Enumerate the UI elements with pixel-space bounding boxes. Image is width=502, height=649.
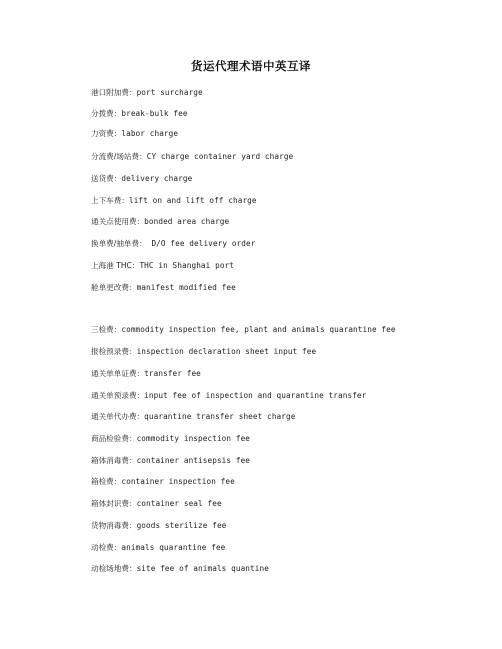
term-zh: 动检费： <box>91 543 122 552</box>
term-zh: 分流费/场站费： <box>91 152 147 161</box>
term-en: THC in Shanghai port <box>139 261 235 270</box>
term-en: site fee of animals quantine <box>136 564 269 573</box>
term-zh: 舱单更改费： <box>91 283 137 292</box>
term-zh: 送货费： <box>91 174 122 183</box>
term-line <box>91 282 236 293</box>
term-line <box>91 542 225 553</box>
term-zh: 箱体消毒费： <box>91 456 137 465</box>
term-line <box>91 433 250 444</box>
term-line <box>91 238 255 249</box>
term-en: inspection declaration sheet input fee <box>136 347 317 356</box>
term-line <box>91 411 295 422</box>
term-zh: 通关单单证费： <box>91 369 145 378</box>
term-zh: 箱检费： <box>91 477 122 486</box>
term-en: container seal fee <box>136 499 222 508</box>
term-zh: 报检预录费： <box>91 347 137 356</box>
document-title: 货运代理术语中英互译 <box>191 59 311 73</box>
term-en: commodity inspection fee <box>136 434 251 443</box>
term-zh: 上下车费： <box>91 196 129 205</box>
term-line <box>91 87 203 98</box>
term-zh: 换单费/抽单费： <box>91 239 147 248</box>
term-line <box>91 151 293 162</box>
term-line <box>91 476 235 487</box>
term-en: break-bulk fee <box>121 109 188 118</box>
term-en: commodity inspection fee, plant and animals quarantine fee <box>121 325 396 334</box>
term-line <box>91 368 201 379</box>
term-en: goods sterilize fee <box>136 521 227 530</box>
term-zh: 通关点使用费： <box>91 217 145 226</box>
term-zh: 通关单预录费： <box>91 391 145 400</box>
term-zh: 商品检验费： <box>91 434 137 443</box>
term-zh: 通关单代办费： <box>91 412 145 421</box>
term-en: lift on and lift off charge <box>128 196 257 205</box>
term-en: animals quarantine fee <box>121 543 226 552</box>
term-line <box>91 324 396 335</box>
term-en: CY charge container yard charge <box>146 152 294 161</box>
term-line <box>91 173 192 184</box>
term-en: D/O fee delivery order <box>146 239 256 248</box>
term-en: container antisepsis fee <box>136 456 251 465</box>
term-line <box>91 128 178 139</box>
term-en: labor charge <box>121 129 179 138</box>
term-zh: 动检场地费： <box>91 564 137 573</box>
term-en: input fee of inspection and quarantine transfer <box>144 391 367 400</box>
term-en: quarantine transfer sheet charge <box>144 412 296 421</box>
term-zh: 货物消毒费： <box>91 521 137 530</box>
term-line <box>91 195 257 206</box>
term-zh: 力资费： <box>91 129 122 138</box>
term-line <box>91 108 188 119</box>
term-en: port surcharge <box>136 88 203 97</box>
term-zh: 上海港 THC： <box>91 261 140 270</box>
term-line <box>91 455 250 466</box>
term-line <box>91 520 226 531</box>
term-line <box>91 390 366 401</box>
term-line <box>91 498 222 509</box>
term-line <box>91 346 316 357</box>
term-zh: 三检费： <box>91 325 122 334</box>
term-line <box>91 563 269 574</box>
term-zh: 分拨费： <box>91 109 122 118</box>
term-line <box>91 260 234 271</box>
term-en: bonded area charge <box>144 217 230 226</box>
term-en: manifest modified fee <box>136 283 236 292</box>
term-line <box>91 216 229 227</box>
term-en: container inspection fee <box>121 477 235 486</box>
term-en: transfer fee <box>144 369 201 378</box>
term-zh: 箱体封识费： <box>91 499 137 508</box>
term-zh: 港口附加费： <box>91 88 137 97</box>
term-en: delivery charge <box>121 174 193 183</box>
